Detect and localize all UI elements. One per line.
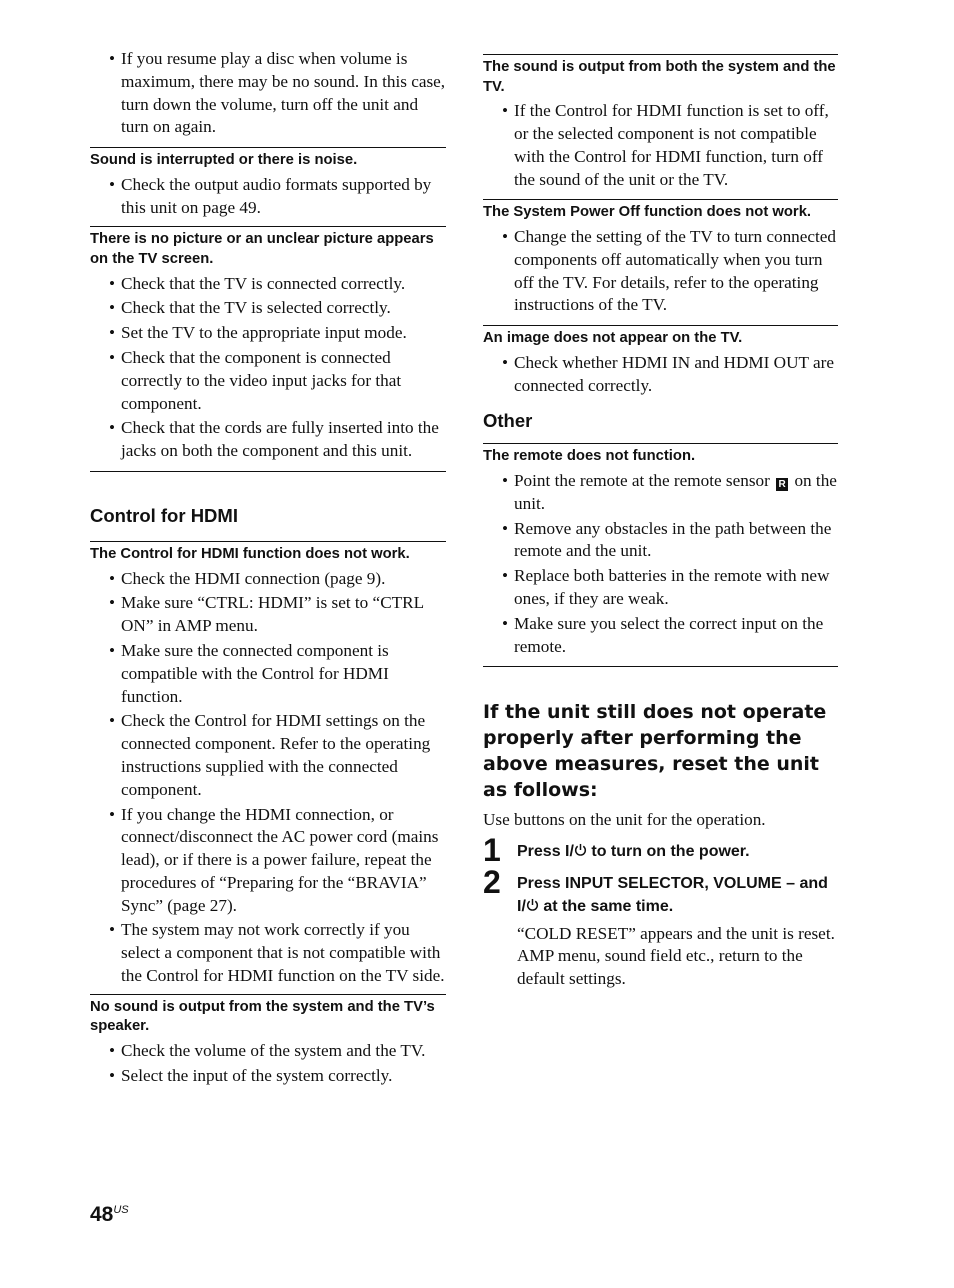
remote-list	[483, 470, 838, 658]
list-item-text: on the unit.	[514, 470, 837, 513]
list-item: • Check that the TV is connected correctly.	[90, 273, 446, 296]
subsection-title: No sound is output from the system and the TV’s speaker.	[90, 994, 446, 1037]
section-heading: Control for HDMI	[90, 504, 238, 526]
reset-heading: If the unit still does not operate properly after performing the above measures, reset the unit as follows:	[483, 701, 827, 802]
list-item: • Check the HDMI connection (page 9).	[90, 568, 446, 591]
no-sound-list	[90, 1040, 446, 1088]
subsection-title: Sound is interrupted or there is noise.	[90, 147, 446, 171]
list-item: • Check whether HDMI IN and HDMI OUT are connected correctly.	[483, 352, 838, 398]
step-number: 2	[483, 863, 501, 900]
intro-list	[90, 48, 446, 139]
list-item: • Set the TV to the appropriate input mode.	[90, 322, 446, 345]
region-code: US	[113, 1204, 129, 1216]
sound-interrupted-list	[90, 174, 446, 220]
list-item: • If you resume play a disc when volume is maximum, there may be no sound. In this case, turn down the volume, turn off the unit and turn on again.	[90, 48, 446, 139]
standby-power-icon	[526, 898, 539, 912]
subsection-title: The remote does not function.	[483, 443, 838, 467]
step-number: 1	[483, 832, 501, 869]
list-item: • Make sure you select the correct input on the remote.	[483, 613, 838, 659]
power-off-list	[483, 226, 838, 317]
page-number: $48^{US}$	[90, 1203, 129, 1226]
list-item: • Make sure “CTRL: HDMI” is set to “CTRL ON” in AMP menu.	[90, 592, 446, 638]
list-item: • Change the setting of the TV to turn connected components off automatically when you turn off the TV. For details, refer to the operating instructions of the TV.	[483, 226, 838, 317]
list-item	[483, 470, 838, 516]
list-item: • If you change the HDMI connection, or connect/disconnect the AC power cord (mains lead), or if there is a power failure, repeat the procedures of “Preparing for the “BRAVIA” Sync” (page 27).	[90, 804, 446, 918]
list-item: • If the Control for HDMI function is set to off, or the selected component is not compatible with the Control for HDMI function, turn off the sound of the unit or the TV.	[483, 100, 838, 191]
subsection-title: The sound is output from both the system and the TV.	[483, 54, 838, 97]
sound-both-list	[483, 100, 838, 191]
list-item: • Check that the TV is selected correctly.	[90, 297, 446, 320]
list-item: • Replace both batteries in the remote with new ones, if they are weak.	[483, 565, 838, 611]
subsection-title: The Control for HDMI function does not work.	[90, 541, 446, 565]
list-item: • Make sure the connected component is compatible with the Control for HDMI function.	[90, 640, 446, 708]
list-item-text: Point the remote at the remote sensor	[514, 470, 770, 490]
subsection-title: An image does not appear on the TV.	[483, 325, 838, 349]
subsection-title: The System Power Off function does not work.	[483, 199, 838, 223]
list-item: • Check the volume of the system and the TV.	[90, 1040, 446, 1063]
list-item: • Select the input of the system correctly.	[90, 1065, 446, 1088]
standby-power-icon	[574, 843, 587, 857]
control-hdmi-list	[90, 568, 446, 988]
list-item: • Check that the cords are fully inserted into the jacks on both the component and this unit.	[90, 417, 446, 463]
left-column	[90, 0, 446, 1090]
list-item: • Check the output audio formats supported by this unit on page 49.	[90, 174, 446, 220]
list-item: • Check that the component is connected correctly to the video input jacks for that component.	[90, 347, 446, 415]
list-item: • Remove any obstacles in the path between the remote and the unit.	[483, 518, 838, 564]
subsection-title: There is no picture or an unclear picture appears on the TV screen.	[90, 226, 446, 269]
image-list	[483, 352, 838, 398]
step-instruction: Press INPUT SELECTOR, VOLUME – and I/ at the same time.	[517, 874, 828, 915]
step-2	[483, 863, 838, 991]
list-item: • The system may not work correctly if you select a component that is not compatible with the Control for HDMI function on the TV side.	[90, 919, 446, 987]
step-instruction: Press I/ to turn on the power.	[517, 843, 750, 861]
step-1	[483, 832, 838, 869]
remote-sensor-icon: R	[776, 478, 788, 491]
step-note: “COLD RESET” appears and the unit is reset. AMP menu, sound field etc., return to the default settings.	[517, 923, 835, 989]
right-column	[483, 0, 838, 991]
reset-intro: Use buttons on the unit for the operation.	[483, 810, 766, 830]
list-item: • Check the Control for HDMI settings on the connected component. Refer to the operating instructions supplied with the connected component.	[90, 710, 446, 801]
no-picture-list	[90, 273, 446, 463]
section-heading: Other	[483, 410, 533, 432]
